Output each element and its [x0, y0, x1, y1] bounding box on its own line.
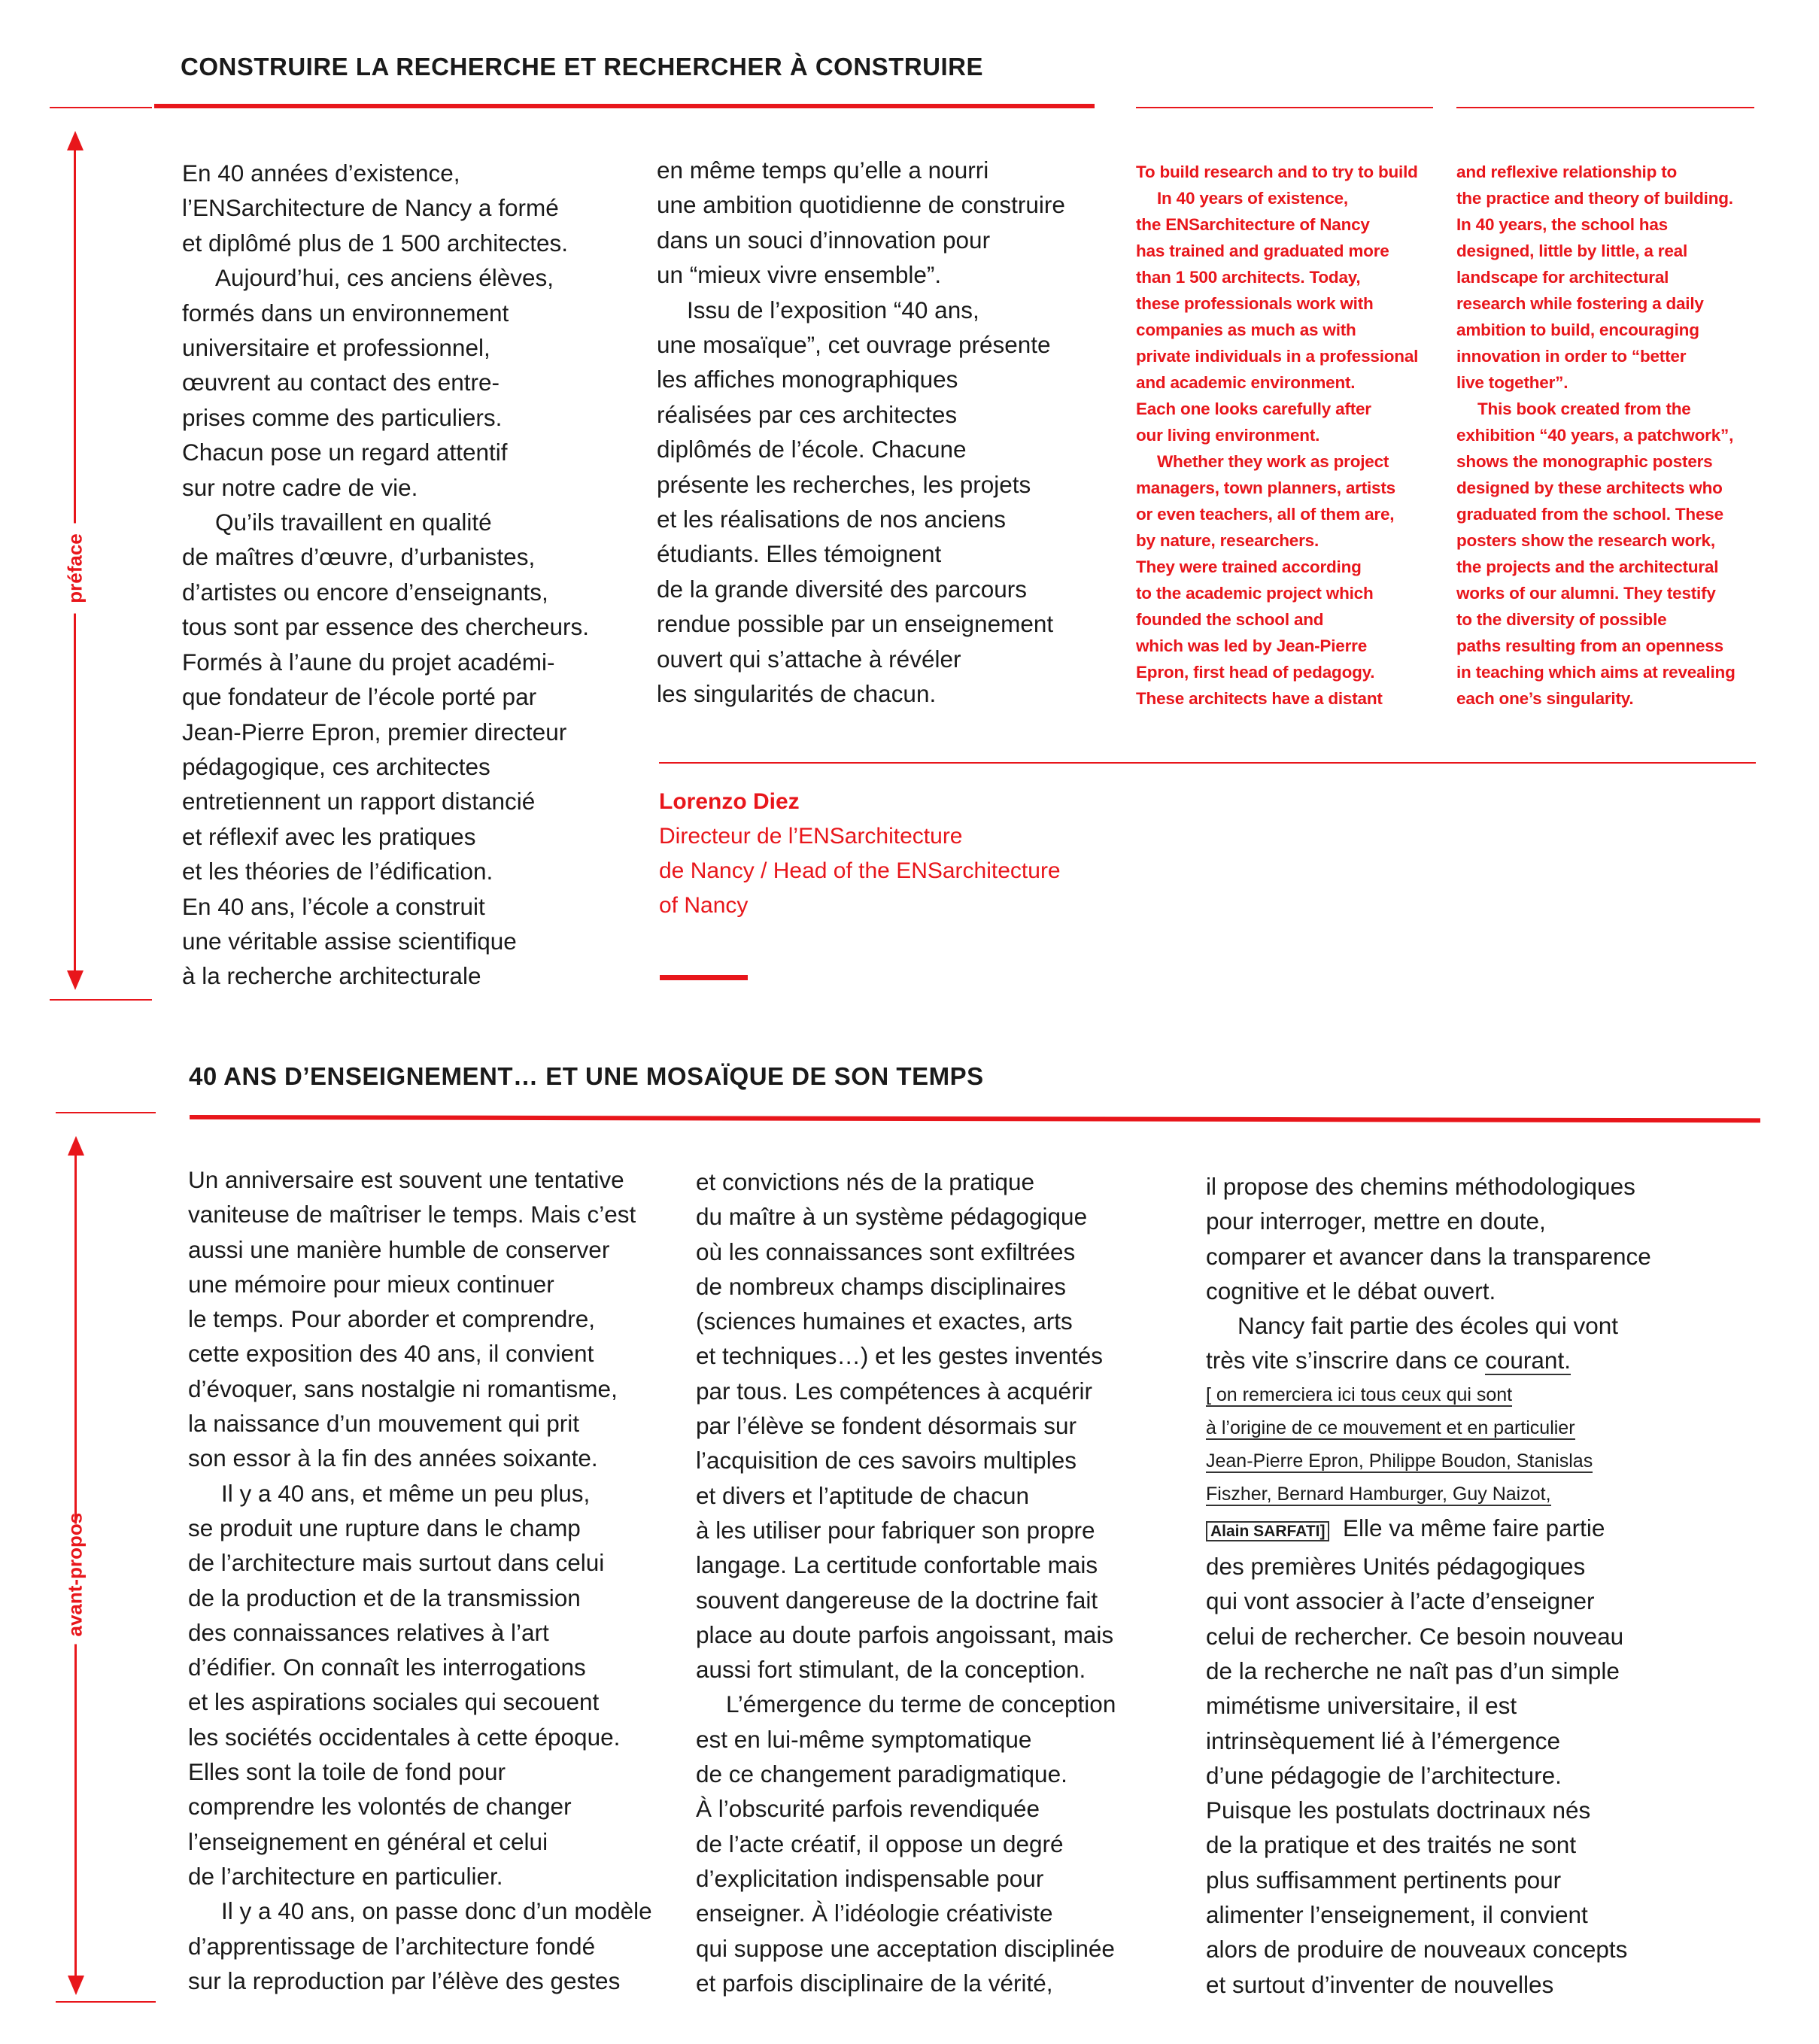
text-line: sur notre cadre de vie. — [182, 473, 418, 501]
text-line: In 40 years, the school has — [1456, 215, 1668, 234]
preface-margin-rule-top — [50, 107, 152, 108]
text-line: les affiches monographiques — [657, 366, 958, 393]
text-line: présente les recherches, les projets — [657, 470, 1031, 498]
text-line: landscape for architectural — [1456, 268, 1669, 287]
signature-role-line: of Nancy — [659, 893, 749, 918]
text-line: d’une pédagogie de l’architecture. — [1206, 1761, 1562, 1789]
text-line: designed, little by little, a real — [1456, 241, 1688, 260]
text-line: à les utiliser pour fabriquer son propre — [696, 1516, 1095, 1544]
text-line: or even teachers, all of them are, — [1136, 505, 1395, 524]
text-line: dans un souci d’innovation pour — [657, 226, 991, 254]
text-line: formés dans un environnement — [182, 299, 509, 326]
text-line: paths resulting from an openness — [1456, 636, 1723, 655]
text-line: than 1 500 architects. Today, — [1136, 268, 1361, 287]
text-line: prises comme des particuliers. — [182, 403, 503, 431]
text-line: Each one looks carefully after — [1136, 399, 1371, 418]
text-line: l’ENSarchitecture de Nancy a formé — [182, 194, 559, 222]
preface-eng1-rule — [1136, 107, 1433, 108]
text-line: une mosaïque”, cet ouvrage présente — [657, 331, 1051, 359]
text-line: des premières Unités pédagogiques — [1206, 1553, 1586, 1581]
text-line: étudiants. Elles témoignent — [657, 540, 942, 568]
text-line: designed by these architects who — [1456, 478, 1723, 497]
text-line: the projects and the architectural — [1456, 557, 1719, 576]
text-line — [1206, 1511, 1651, 1549]
signature-role-line: de Nancy / Head of the ENSarchitecture — [659, 858, 1061, 883]
text-line: se produit une rupture dans le champ — [188, 1514, 581, 1541]
preface-col2 — [657, 153, 1065, 712]
text-line: rendue possible par un enseignement — [657, 610, 1054, 638]
text-line: une mémoire pour mieux continuer — [188, 1270, 554, 1298]
preface-side-label: préface — [64, 524, 87, 614]
text-line: aussi fort stimulant, de la conception. — [696, 1656, 1086, 1684]
text-line: de l’architecture mais surtout dans celui — [188, 1549, 605, 1577]
text-line: and academic environment. — [1136, 373, 1356, 392]
text-line: que fondateur de l’école porté par — [182, 683, 537, 711]
text-line: À l’obscurité parfois revendiquée — [696, 1795, 1040, 1823]
text-line: qui vont associer à l’acte d’enseigner — [1206, 1587, 1595, 1615]
text-line: by nature, researchers. — [1136, 531, 1319, 550]
text-line: L’émergence du terme de conception — [726, 1690, 1116, 1718]
text-line: d’apprentissage de l’architecture fondé — [188, 1932, 596, 1960]
text-line: de nombreux champs disciplinaires — [696, 1272, 1066, 1300]
text-line: Il y a 40 ans, on passe donc d’un modèle — [221, 1897, 652, 1925]
text-line: entretiennent un rapport distancié — [182, 788, 536, 815]
text-line: à la recherche architecturale — [182, 962, 481, 990]
text-line: Puisque les postulats doctrinaux nés — [1206, 1796, 1591, 1824]
text-line: These architects have a distant — [1136, 689, 1383, 708]
signature-end-mark — [660, 975, 748, 980]
text-line: et diplômé plus de 1 500 architectes. — [182, 229, 569, 257]
text-line: This book created from the — [1477, 399, 1691, 418]
text-line: les sociétés occidentales à cette époque. — [188, 1723, 621, 1751]
inserted-note-line: Jean-Pierre Epron, Philippe Boudon, Stanislas — [1206, 1450, 1593, 1471]
avantpropos-col1 — [188, 1162, 652, 1998]
text-line: Epron, first head of pedagogy. — [1136, 663, 1375, 682]
inserted-note — [1206, 1378, 1651, 1511]
text-line: langage. La certitude confortable mais — [696, 1551, 1098, 1579]
preface-english-col2 — [1456, 159, 1735, 712]
text-span: très vite s’inscrire dans ce — [1206, 1347, 1479, 1374]
text-line: en même temps qu’elle a nourri — [657, 156, 989, 184]
avantpropos-arrow-down-icon — [68, 1976, 84, 1995]
text-line: ambition to build, encouraging — [1456, 320, 1699, 339]
text-line: de l’acte créatif, il oppose un degré — [696, 1830, 1064, 1857]
text-line: de maîtres d’œuvre, d’urbanistes, — [182, 543, 536, 571]
text-line: œuvrent au contact des entre- — [182, 369, 500, 396]
text-line: et surtout d’inventer de nouvelles — [1206, 1970, 1554, 1998]
text-line: In 40 years of existence, — [1157, 189, 1348, 208]
avantpropos-title-rule — [190, 1115, 1760, 1122]
text-line: En 40 ans, l’école a construit — [182, 892, 485, 920]
text-line: shows the monographic posters — [1456, 452, 1713, 471]
preface-title-rule — [154, 104, 1095, 108]
text-line: alimenter l’enseignement, il convient — [1206, 1901, 1588, 1929]
text-span: Elle va même faire partie — [1342, 1514, 1605, 1541]
text-line: et techniques…) et les gestes inventés — [696, 1342, 1104, 1370]
text-line: Nancy fait partie des écoles qui vont — [1237, 1312, 1619, 1340]
text-line: founded the school and — [1136, 610, 1324, 629]
text-line: enseigner. À l’idéologie créativiste — [696, 1900, 1053, 1927]
preface-english-col1 — [1136, 159, 1418, 712]
text-line: de la pratique et des traités ne sont — [1206, 1831, 1577, 1859]
preface-col1 — [182, 156, 589, 994]
text-line: the practice and theory of building. — [1456, 189, 1733, 208]
text-line: de ce changement paradigmatique. — [696, 1760, 1067, 1788]
text-line: companies as much as with — [1136, 320, 1356, 339]
text-line: alors de produire de nouveaux concepts — [1206, 1936, 1628, 1964]
text-line: il propose des chemins méthodologiques — [1206, 1173, 1635, 1200]
text-line: these professionals work with — [1136, 294, 1374, 313]
text-line: et les aspirations sociales qui secouent — [188, 1688, 600, 1716]
text-line: pour interroger, mettre en doute, — [1206, 1207, 1546, 1235]
text-line: works of our alumni. They testify — [1456, 584, 1716, 603]
preface-title: CONSTRUIRE LA RECHERCHE ET RECHERCHER À CONSTRUIRE — [181, 53, 983, 80]
text-line: (sciences humaines et exactes, arts — [696, 1307, 1073, 1335]
text-line: du maître à un système pédagogique — [696, 1203, 1088, 1231]
text-line: sur la reproduction par l’élève des gestes — [188, 1967, 621, 1994]
text-line: place au doute parfois angoissant, mais — [696, 1620, 1114, 1648]
text-line: innovation in order to “better — [1456, 347, 1687, 366]
text-line: They were trained according — [1136, 557, 1362, 576]
avantpropos-col2 — [696, 1165, 1116, 2000]
text-line: En 40 années d’existence, — [182, 159, 460, 187]
text-line: la naissance d’un mouvement qui prit — [188, 1410, 580, 1438]
text-line: comparer et avancer dans la transparence — [1206, 1242, 1651, 1270]
avantpropos-side-label: avant-propos — [64, 1524, 87, 1645]
avantpropos-margin-rule-top — [56, 1112, 156, 1113]
text-line: our living environment. — [1136, 426, 1320, 445]
text-line: est en lui-même symptomatique — [696, 1725, 1032, 1753]
text-line: Formés à l’aune du projet académi- — [182, 648, 555, 676]
english-lead: To build research and to try to build — [1136, 162, 1418, 181]
text-line: universitaire et professionnel, — [182, 334, 490, 362]
text-line: tous sont par essence des chercheurs. — [182, 613, 590, 641]
text-line: l’enseignement en général et celui — [188, 1827, 548, 1855]
text-line: the ENSarchitecture of Nancy — [1136, 215, 1370, 234]
text-line: de l’architecture en particulier. — [188, 1862, 503, 1890]
text-line: to the diversity of possible — [1456, 610, 1667, 629]
signature-role-line: Directeur de l’ENSarchitecture — [659, 824, 963, 849]
text-line: exhibition “40 years, a patchwork”, — [1456, 426, 1734, 445]
signature-name: Lorenzo Diez — [659, 789, 800, 814]
text-line: un “mieux vivre ensemble”. — [657, 261, 942, 289]
text-line: Issu de l’exposition “40 ans, — [687, 296, 979, 323]
text-line: Un anniversaire est souvent une tentative — [188, 1166, 624, 1193]
text-line: où les connaissances sont exfiltrées — [696, 1238, 1076, 1265]
preface-arrow-down-icon — [67, 970, 84, 990]
text-line: live together”. — [1456, 373, 1568, 392]
text-line: de la grande diversité des parcours — [657, 575, 1028, 603]
avantpropos-col3 — [1206, 1169, 1651, 2002]
text-line: Whether they work as project — [1157, 452, 1389, 471]
text-line: pédagogique, ces architectes — [182, 752, 490, 780]
text-line: ouvert qui s’attache à révéler — [657, 645, 961, 673]
text-line: celui de rechercher. Ce besoin nouveau — [1206, 1622, 1624, 1650]
text-line: Aujourd’hui, ces anciens élèves, — [215, 264, 554, 292]
text-line: posters show the research work, — [1456, 531, 1715, 550]
text-line: diplômés de l’école. Chacune — [657, 436, 967, 463]
signature-block — [659, 785, 1061, 923]
text-line: mimétisme universitaire, il est — [1206, 1692, 1517, 1720]
text-line — [1206, 1343, 1651, 1377]
signature-rule — [659, 762, 1756, 764]
text-line: each one’s singularity. — [1456, 689, 1634, 708]
preface-eng2-rule — [1456, 107, 1754, 108]
preface-margin-rule-bottom — [50, 999, 152, 1001]
boxed-name: Alain SARFATI] — [1206, 1521, 1329, 1541]
text-line: une véritable assise scientifique — [182, 927, 517, 955]
text-line: d’évoquer, sans nostalgie ni romantisme, — [188, 1374, 618, 1402]
text-line: par l’élève se fondent désormais sur — [696, 1412, 1077, 1440]
text-line: Chacun pose un regard attentif — [182, 439, 508, 466]
avantpropos-margin-rule-bottom — [56, 2001, 156, 2003]
text-line: les singularités de chacun. — [657, 680, 937, 708]
text-line: et les réalisations de nos anciens — [657, 506, 1007, 533]
text-line: une ambition quotidienne de construire — [657, 191, 1065, 219]
text-line: aussi une manière humble de conserver — [188, 1235, 610, 1263]
text-line: intrinsèquement lié à l’émergence — [1206, 1727, 1561, 1754]
text-line: le temps. Pour aborder et comprendre, — [188, 1305, 596, 1333]
text-line: et les théories de l’édification. — [182, 858, 493, 885]
text-line: souvent dangereuse de la doctrine fait — [696, 1586, 1098, 1614]
text-line: Qu’ils travaillent en qualité — [215, 509, 492, 536]
text-line: et divers et l’aptitude de chacun — [696, 1481, 1030, 1509]
text-line: cette exposition des 40 ans, il convient — [188, 1340, 594, 1368]
text-line: research while fostering a daily — [1456, 294, 1704, 313]
avantpropos-title: 40 ANS D’ENSEIGNEMENT… ET UNE MOSAÏQUE DE SON TEMPS — [189, 1062, 984, 1090]
text-line: réalisées par ces architectes — [657, 400, 958, 428]
inserted-note-line: [ on remerciera ici tous ceux qui sont — [1206, 1383, 1513, 1405]
text-line: qui suppose une acceptation disciplinée — [696, 1934, 1115, 1962]
text-line: des connaissances relatives à l’art — [188, 1618, 549, 1646]
text-line: managers, town planners, artists — [1136, 478, 1395, 497]
text-line: which was led by Jean-Pierre — [1136, 636, 1368, 655]
text-line: d’explicitation indispensable pour — [696, 1864, 1044, 1892]
text-line: et convictions nés de la pratique — [696, 1168, 1035, 1195]
text-line: Il y a 40 ans, et même un peu plus, — [221, 1479, 591, 1507]
text-line: son essor à la fin des années soixante. — [188, 1444, 598, 1472]
text-line: to the academic project which — [1136, 584, 1374, 603]
inserted-note-line: à l’origine de ce mouvement et en particulier — [1206, 1417, 1575, 1438]
text-line: in teaching which aims at revealing — [1456, 663, 1735, 682]
text-line: Elles sont la toile de fond pour — [188, 1758, 506, 1786]
text-line: d’artistes ou encore d’enseignants, — [182, 578, 548, 606]
text-line: de la recherche ne naît pas d’un simple — [1206, 1657, 1620, 1684]
text-line: de la production et de la transmission — [188, 1584, 581, 1611]
text-line: private individuals in a professional — [1136, 347, 1419, 366]
courant-underlined: courant. — [1485, 1347, 1571, 1374]
text-line: has trained and graduated more — [1136, 241, 1389, 260]
text-line: and reflexive relationship to — [1456, 162, 1678, 181]
text-line: vaniteuse de maîtriser le temps. Mais c’est — [188, 1201, 636, 1229]
text-line: par tous. Les compétences à acquérir — [696, 1377, 1093, 1405]
text-line: et réflexif avec les pratiques — [182, 822, 476, 850]
text-line: comprendre les volontés de changer — [188, 1793, 572, 1821]
text-line: Jean-Pierre Epron, premier directeur — [182, 718, 567, 746]
text-line: cognitive et le débat ouvert. — [1206, 1277, 1496, 1304]
text-line: et parfois disciplinaire de la vérité, — [696, 1969, 1053, 1997]
text-line: graduated from the school. These — [1456, 505, 1723, 524]
inserted-note-line: Fiszher, Bernard Hamburger, Guy Naizot, — [1206, 1483, 1551, 1505]
text-line: l’acquisition de ces savoirs multiples — [696, 1447, 1077, 1475]
text-line: plus suffisamment pertinents pour — [1206, 1866, 1562, 1894]
text-line: d’édifier. On connaît les interrogations — [188, 1654, 586, 1681]
